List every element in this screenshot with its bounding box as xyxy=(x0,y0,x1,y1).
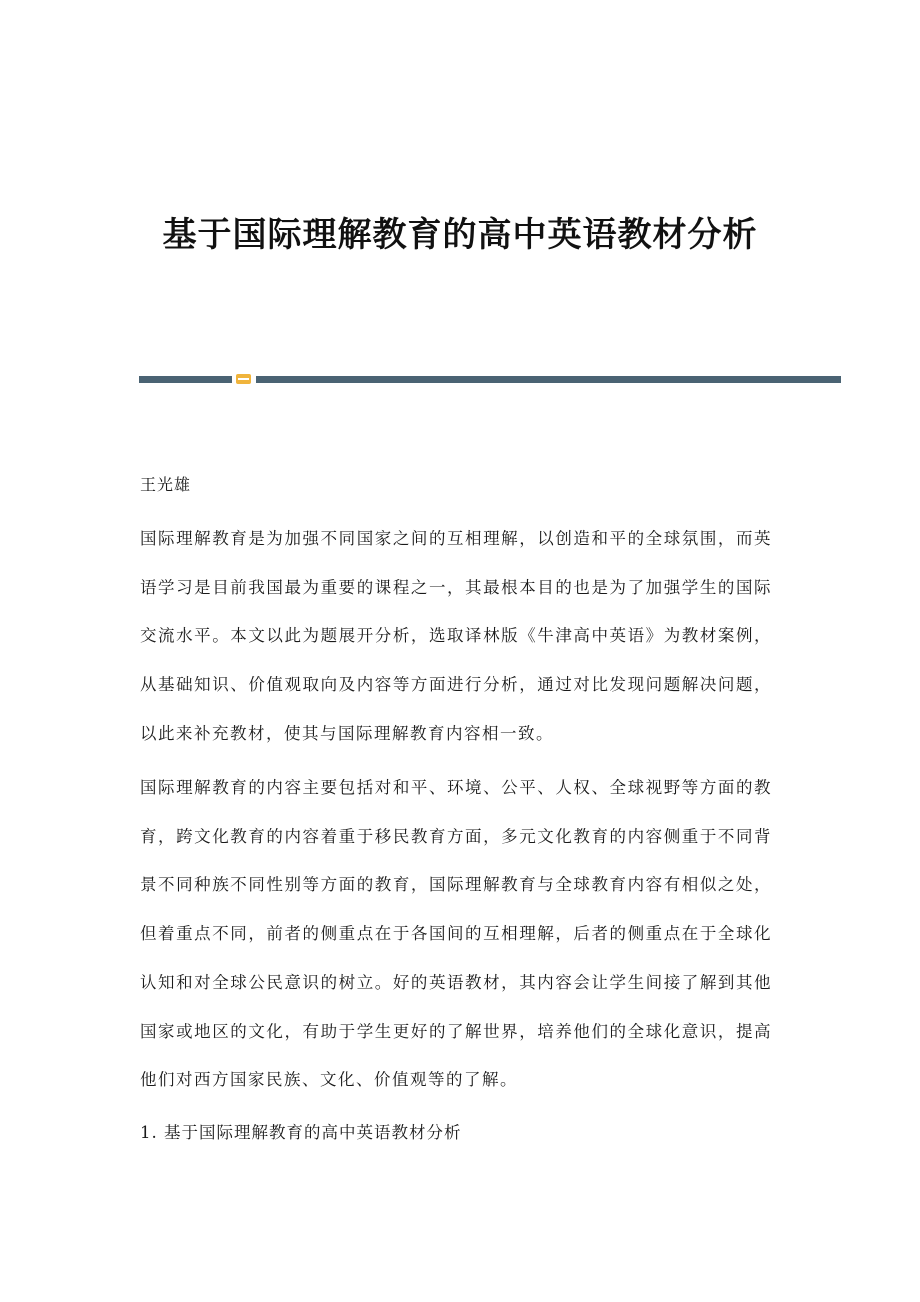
divider-bar-right xyxy=(256,376,841,383)
divider-ornament-icon xyxy=(236,374,251,384)
author-name: 王光雄 xyxy=(140,475,192,494)
title-divider xyxy=(139,374,841,384)
document-title: 基于国际理解教育的高中英语教材分析 xyxy=(162,215,758,255)
abstract-paragraph: 国际理解教育是为加强不同国家之间的互相理解，以创造和平的全球氛围，而英语学习是目前我国最为重要的课程之一，其最根本目的也是为了加强学生的国际交流水平。本文以此为题展开分析，选取译林版《牛津高中英语》为教材案例，从基础知识、价值观取向及内容等方面进行分析，通过对比发现问题解决问题，以此来补充教材，使其与国际理解教育内容相一致。 xyxy=(140,529,772,743)
section-heading: 1. 基于国际理解教育的高中英语教材分析 xyxy=(140,1123,462,1142)
body-paragraph: 国际理解教育的内容主要包括对和平、环境、公平、人权、全球视野等方面的教育，跨文化教育的内容着重于移民教育方面，多元文化教育的内容侧重于不同背景不同种族不同性别等方面的教育，国际理解教育与全球教育内容有相似之处，但着重点不同，前者的侧重点在于各国间的互相理解，后者的侧重点在于全球化认知和对全球公民意识的树立。好的英语教材，其内容会让学生间接了解到其他国家或地区的文化，有助于学生更好的了解世界，培养他们的全球化意识，提高他们对西方国家民族、文化、价值观等的了解。 xyxy=(140,778,772,1090)
divider-bar-left xyxy=(139,376,232,383)
